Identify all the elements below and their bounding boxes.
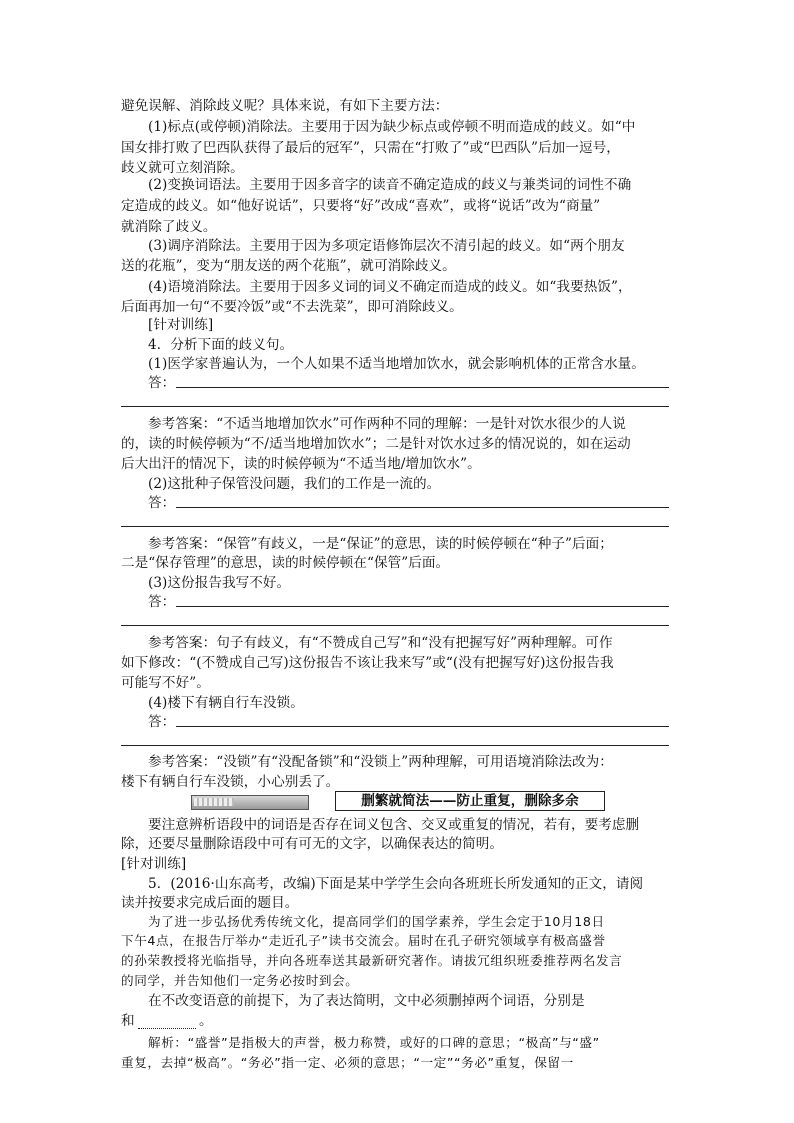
text-line: (2)变换词语法。主要用于因多音字的读音不确定造成的歧义与兼类词的词性不确 bbox=[148, 177, 632, 193]
text-line: 除，还要尽量删除语段中可有可无的文字，以确保表达的简明。 bbox=[121, 836, 504, 852]
text-line: 后大出汗的情况下，读的时候停顿为“不适当地/增加饮水”。 bbox=[121, 456, 481, 472]
text-line: 读并按要求完成后面的题目。 bbox=[121, 895, 299, 911]
notice-text: 为了进一步弘扬优秀传统文化，提高同学们的国学素养，学生会定于10月18日 bbox=[148, 914, 605, 929]
question-item: (3)这份报告我写不好。 bbox=[148, 575, 291, 591]
text-line: 定造成的歧义。如“他好说话”，只要将“好”改成“喜欢”，或将“说话”改为“商量” bbox=[121, 198, 601, 214]
reference-answer: 参考答案：“没锁”有“没配备锁”和“没锁上”两种理解，可用语境消除法改为： bbox=[148, 754, 613, 770]
notice-text: 的孙荣教授将光临指导，并向各班奉送其最新研究著作。请拔冗组织班委推荐两名发言 bbox=[121, 953, 623, 968]
reference-answer: 参考答案：“不适当地增加饮水”可作两种不同的理解：一是针对饮水很少的人说 bbox=[148, 416, 626, 432]
answer-line bbox=[176, 387, 669, 388]
text-line: 避免误解、消除歧义呢？具体来说，有如下主要方法： bbox=[121, 98, 449, 114]
text-line: (4)语境消除法。主要用于因多义词的词义不确定而造成的歧义。如“我要热饭”， bbox=[148, 279, 632, 295]
section-banner-graphic bbox=[191, 795, 309, 810]
analysis-text: 重复，去掉“极高”。“务必”指一定、必须的意思；“一定”“务必”重复，保留一 bbox=[121, 1055, 574, 1070]
text-line: (3)调序消除法。主要用于因为多项定语修饰层次不清引起的歧义。如“两个朋友 bbox=[148, 238, 625, 254]
text-line: 就消除了歧义。 bbox=[121, 219, 217, 235]
answer-line bbox=[121, 526, 669, 527]
question-item: (2)这批种子保管没问题，我们的工作是一流的。 bbox=[148, 476, 441, 492]
text-line: 歧义就可立刻消除。 bbox=[121, 160, 244, 176]
answer-line bbox=[176, 606, 669, 607]
text-line: 送的花瓶”，变为“朋友送的两个花瓶”，就可消除歧义。 bbox=[121, 258, 456, 274]
answer-label: 答： bbox=[148, 495, 176, 511]
notice-text: 的同学，并告知他们一定务必按时到会。 bbox=[121, 973, 359, 988]
answer-line bbox=[176, 726, 669, 727]
text-line: 如下修改：“(不赞成自己写)这份报告不该让我来写”或“(没有把握写好)这份报告我 bbox=[121, 655, 614, 671]
answer-line bbox=[176, 507, 669, 508]
blank-line bbox=[138, 1028, 196, 1029]
text-line: 二是“保存管理”的意思，读的时候停顿在“保管”后面。 bbox=[121, 555, 450, 571]
section-label: [针对训练] bbox=[148, 317, 214, 333]
reference-answer: 参考答案：句子有歧义，有“不赞成自己写”和“没有把握写好”两种理解。可作 bbox=[148, 635, 613, 651]
question-heading: 5．(2016·山东高考，改编)下面是某中学学生会向各班班长所发通知的正文，请阅 bbox=[148, 876, 644, 892]
answer-label: 答： bbox=[148, 375, 176, 391]
text-line: 后面再加一句“不要冷饭”或“不去洗菜”，即可消除歧义。 bbox=[121, 299, 463, 315]
text-line: 楼下有辆自行车没锁，小心别丢了。 bbox=[121, 774, 340, 790]
notice-text: 下午4点，在报告厅举办“走近孔子”读书交流会。届时在孔子研究领域享有极高盛誉 bbox=[121, 933, 606, 948]
text-line: 的，读的时候停顿为“不/适当地增加饮水”；二是针对饮水过多的情况说的，如在运动 bbox=[121, 436, 631, 452]
answer-line bbox=[121, 745, 669, 746]
question-item: (4)楼下有辆自行车没锁。 bbox=[148, 695, 304, 711]
text-line: 可能写不好”。 bbox=[121, 675, 210, 691]
text-line: (1)标点(或停顿)消除法。主要用于因为缺少标点或停顿不明而造成的歧义。如“中 bbox=[148, 119, 636, 135]
answer-label: 答： bbox=[148, 594, 176, 610]
text-line: 。 bbox=[199, 1013, 213, 1029]
answer-label: 答： bbox=[148, 714, 176, 730]
question-item: (1)医学家普遍认为，一个人如果不适当地增加饮水，就会影响机体的正常含水量。 bbox=[148, 356, 645, 372]
question-prompt: 在不改变语意的前提下，为了表达简明，文中必须删掉两个词语，分别是 bbox=[148, 993, 585, 1009]
section-label: [针对训练] bbox=[121, 856, 187, 872]
blank-joiner: 和 bbox=[121, 1013, 135, 1029]
section-banner-title: 删繁就简法——防止重复，删除多余 bbox=[335, 791, 605, 811]
text-line: 国女排打败了巴西队获得了最后的冠军”，只需在“打败了”或“巴西队”后加一逗号， bbox=[121, 140, 620, 156]
text-column bbox=[121, 0, 677, 1123]
answer-line bbox=[121, 406, 669, 407]
text-line: 要注意辨析语段中的词语是否存在词义包含、交叉或重复的情况，若有，要考虑删 bbox=[148, 817, 640, 833]
analysis-text: 解析：“盛誉”是指极大的声誉，极力称赞，或好的口碑的意思；“极高”与“盛” bbox=[148, 1035, 600, 1050]
answer-line bbox=[121, 625, 669, 626]
reference-answer: 参考答案：“保管”有歧义，一是“保证”的意思，读的时候停顿在“种子”后面； bbox=[148, 536, 613, 552]
question-heading: 4．分析下面的歧义句。 bbox=[148, 337, 294, 353]
